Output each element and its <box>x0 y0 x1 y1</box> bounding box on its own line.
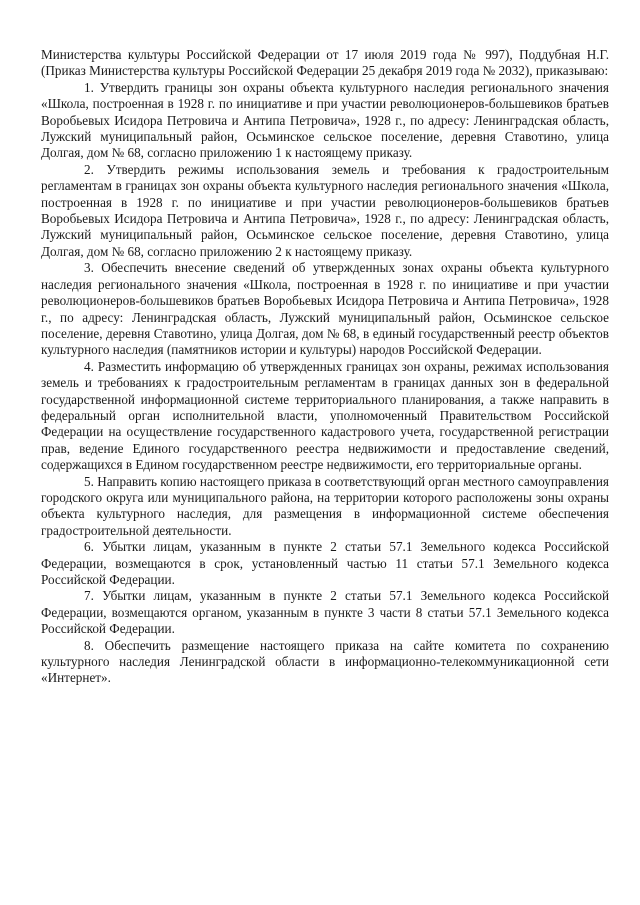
paragraph-6: 6. Убытки лицам, указанным в пункте 2 статьи 57.1 Земельного кодекса Российской Федерации, возмещаются в срок, установленный частью 11 статьи 57.1 Земельного кодекса Российской Федерации. <box>41 539 609 587</box>
document-page <box>41 47 609 687</box>
paragraph-1: 1. Утвердить границы зон охраны объекта культурного наследия регионального значения «Школа, построенная в 1928 г. по инициативе и при участии революционеров-большевиков братьев Воробьевых Исидора Петровича и Антипа Петровича», 1928 г., по адресу: Ленинградская область, Лужский муниципальный район, Осьминское сельское поселение, деревня Ставотино, улица Долгая, дом № 68, согласно приложению 1 к настоящему приказу. <box>41 79 609 161</box>
paragraph-3: 3. Обеспечить внесение сведений об утвержденных зонах охраны объекта культурного наследия регионального значения «Школа, построенная в 1928 г. по инициативе и при участии революционеров-большевиков братьев Воробьевых Исидора Петровича и Антипа Петровича», 1928 г., по адресу: Ленинградская область, Лужский муниципальный район, Осьминское сельское поселение, деревня Ставотино, улица Долгая, дом № 68, в единый государственный реестр объектов культурного наследия (памятников истории и культуры) народов Российской Федерации. <box>41 260 609 358</box>
paragraph-5: 5. Направить копию настоящего приказа в соответствующий орган местного самоуправления городского округа или муниципального района, на территории которого расположены зоны охраны объекта культурного наследия, для размещения в информационной системе обеспечения градостроительной деятельности. <box>41 473 609 538</box>
paragraph-8: 8. Обеспечить размещение настоящего приказа на сайте комитета по сохранению культурного наследия Ленинградской области в информационно-телекоммуникационной сети «Интернет». <box>41 637 609 686</box>
intro-paragraph: Министерства культуры Российской Федерации от 17 июля 2019 года № 997), Поддубная Н.Г. (Приказ Министерства культуры Российской Федерации 25 декабря 2019 года № 2032), приказываю: <box>41 47 609 79</box>
paragraph-4: 4. Разместить информацию об утвержденных границах зон охраны, режимах использования земель и требованиях к градостроительным регламентам в границах данных зон в федеральной государственной информационной системе территориального планирования, а также направить в федеральный орган исполнительной власти, уполномоченный Правительством Российской Федерации на осуществление государственного кадастрового учета, государственной регистрации прав, ведение Единого государственного реестра недвижимости и предоставление сведений, содержащихся в Едином государственном реестре недвижимости, его территориальные органы. <box>41 358 609 473</box>
paragraph-7: 7. Убытки лицам, указанным в пункте 2 статьи 57.1 Земельного кодекса Российской Федерации, возмещаются органом, указанным в пункте 3 части 8 статьи 57.1 Земельного кодекса Российской Федерации. <box>41 588 609 637</box>
paragraph-2: 2. Утвердить режимы использования земель и требования к градостроительным регламентам в границах зон охраны объекта культурного наследия регионального значения «Школа, построенная в 1928 г. по инициативе и при участии революционеров-большевиков братьев Воробьевых Исидора Петровича и Антипа Петровича», 1928 г., по адресу: Ленинградская область, Лужский муниципальный район, Осьминское сельское поселение, деревня Ставотино, улица Долгая, дом № 68, согласно приложению 2 к настоящему приказу. <box>41 161 609 259</box>
